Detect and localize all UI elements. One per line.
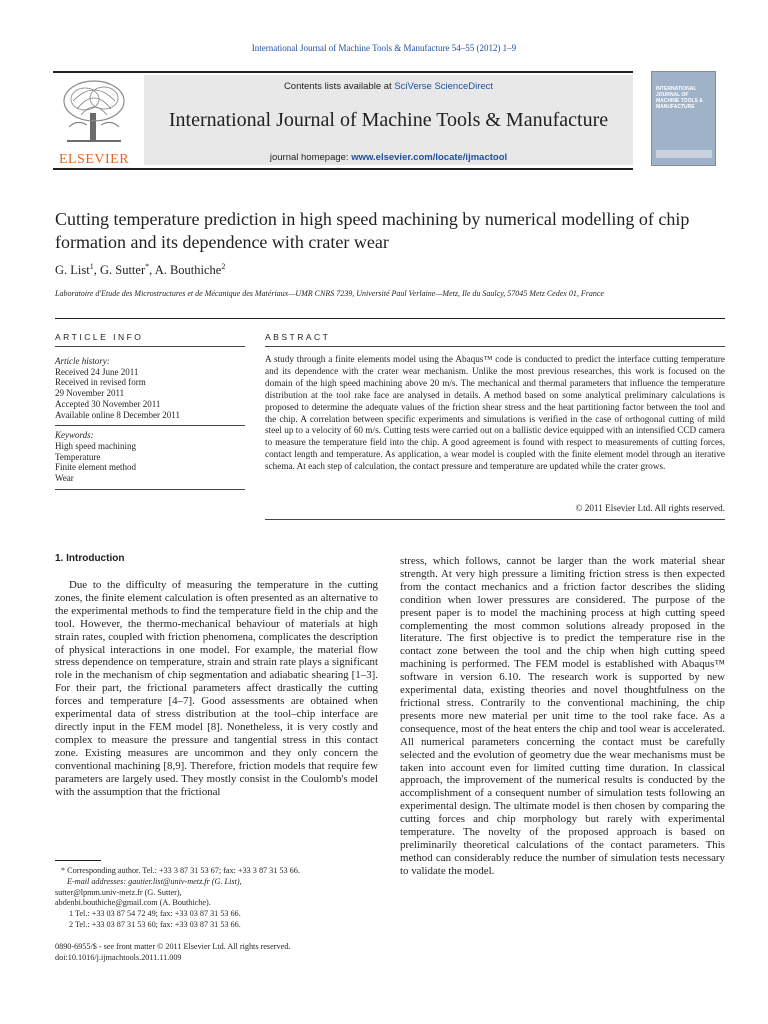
author-name: G. Sutter <box>99 263 146 278</box>
author-affiliation: Laboratoire d'Etude des Microstructures et de Mécanique des Matériaux—UMR CNRS 7239, Université Paul Verlaine—Metz, Ile du Saulcy, 57045 Metz Cedex 01, France <box>55 289 604 298</box>
abstract-bottom-divider <box>265 519 725 520</box>
copyright-line: © 2011 Elsevier Ltd. All rights reserved. <box>575 503 725 513</box>
history-item: Available online 8 December 2011 <box>55 409 180 420</box>
author-footnote-marker[interactable]: 2 <box>221 262 226 271</box>
homepage-link[interactable]: www.elsevier.com/locate/ijmactool <box>351 152 508 163</box>
author-footnote-marker[interactable]: 1 <box>89 262 94 271</box>
abstract-divider <box>265 346 725 347</box>
doi-link[interactable]: doi:10.1016/j.ijmachtools.2011.11.009 <box>55 953 182 962</box>
contents-prefix: Contents lists available at <box>283 81 395 92</box>
author-name: G. List <box>55 263 90 278</box>
homepage-line <box>144 152 633 163</box>
cover-title: INTERNATIONAL JOURNAL OF MACHINE TOOLS & MANUFACTURE <box>656 86 703 110</box>
sciencedirect-link[interactable]: SciVerse ScienceDirect <box>394 81 494 92</box>
running-head[interactable]: International Journal of Machine Tools & Manufacture 54–55 (2012) 1–9 <box>251 43 517 53</box>
keyword-item: Wear <box>55 473 74 484</box>
history-item: Received 24 June 2011 <box>55 366 139 377</box>
header-divider <box>55 318 725 319</box>
author-name: A. Bouthiche <box>154 263 222 278</box>
info-bottom-divider <box>55 489 245 490</box>
banner-panel <box>144 75 633 165</box>
elsevier-wordmark: ELSEVIER <box>58 152 130 167</box>
history-item: Accepted 30 November 2011 <box>55 398 161 409</box>
article-info-block <box>55 356 245 490</box>
journal-name: International Journal of Machine Tools & Manufacture <box>168 109 609 131</box>
article-title: Cutting temperature prediction in high speed machining by numerical modelling of chip formation and its dependence with crater wear <box>55 209 690 252</box>
journal-banner <box>53 71 633 170</box>
article-info-divider <box>55 346 245 347</box>
keyword-item: High speed machining <box>55 440 136 451</box>
footnote-author-2: 2 Tel.: +33 03 87 31 53 60; fax: +33 03 87 31 53 66. <box>69 919 241 929</box>
body-right-column: stress, which follows, cannot be larger than the work material shear strength. At very high pressure a limiting friction stress is then expected from the contact mechanics and a friction factor describes the sliding condition when lower pressures are considered. The purpose of the present paper is to model the machining process at high cutting speed complementing the most common solutions already proposed in the literature. The first objective is to predict the temperature rise in the contact zone between the tool and the chip when high cutting speed machining is performed. The FEM model is established with Abaqus™ software in version 6.10. The research work is supported by new experimental data, existing theories and novel thoughtfulness on the frictional stress. Contrarily to the conventional machining, the chip presents more new material per unit time to the tool rake face. As a consequence, most of the heat enters the chip and tool wear is accelerated. All numerical parameters concerning the contact must be carefully selected and the evolution of geometry due the wear mechanisms must be taken into account even for limited cutting time duration. In classical approach, the improvement of the numerical results is conducted by the accomplishment of a consequent number of simulation tests following an experimental design. The ultimate model is then chosen by comparing the cutting forces and chip morphology but rarely with experimental temperature. The novelty of the proposed approach is based on preliminarily theoretical calculations of the contact parameters. This method can considerably reduce the number of simulation tests necessary to validate the model. <box>400 555 725 877</box>
footnote-rule <box>55 860 101 861</box>
elsevier-tree-icon <box>57 79 131 145</box>
footnote-author-1: 1 Tel.: +33 03 87 54 72 49; fax: +33 03 87 31 53 66. <box>69 909 241 919</box>
contents-line <box>144 81 633 92</box>
journal-cover-thumbnail[interactable] <box>651 71 716 166</box>
history-item: Received in revised form <box>55 377 146 388</box>
cover-footer-band <box>656 150 712 158</box>
keywords-divider <box>55 425 245 426</box>
footnote-corresponding: * Corresponding author. Tel.: +33 3 87 31 53 67; fax: +33 3 87 31 53 66. <box>61 866 300 875</box>
abstract-text: A study through a finite elements model using the Abaqus™ code is conducted to predict the interface cutting temperature and its dependence with the crater wear mechanism. Unlike the most previous researches, this work is focused on the domain of the high speed machining above 20 m/s. The mechanical and thermal parameters that influence the temperature distribution at the tool rake face are analysed in details. A method based on some analytical preliminary calculations is proposed to determine the adequate values of the friction shear stress and the heat partitioning factor between the tool and the chip. A correlation between specific experiments and simulations is verified in the case of orthogonal cutting of mild steel up to a velocity of 60 m/s. Cutting tests were carried out on a ballistic device equipped with an intensified CCD camera to measure the temperature field into the chip. A good agreement is found with respect to measurements of cutting forces, contact length and temperature. As application, a wear model is coupled with the finite element model through an iterative schema. At each step of calculation, the contact pressure and temperature are updated while the crater grows. <box>265 354 725 472</box>
keyword-item: Temperature <box>55 451 101 462</box>
footnotes <box>55 866 378 931</box>
homepage-prefix: journal homepage: <box>269 152 352 163</box>
keywords-label: Keywords: <box>55 430 94 441</box>
keyword-item: Finite element method <box>55 462 136 473</box>
front-matter <box>55 941 378 963</box>
footnote-email[interactable]: E-mail addresses: gautier.list@univ-metz.fr (G. List), <box>67 876 242 886</box>
body-left-column: Due to the difficulty of measuring the temperature in the cutting zones, the finite element calculation is often presented as an alternative to the experimental methods to find the temperature field in the chip and the tool. However, the thermo-mechanical behaviour of materials at high strain rates, coupled with friction phenomena, complicates the description of physical interactions in one model. For example, the material flow stress dependence on temperature, strain and strain rate plays a significant role in the mechanism of chip segmentation and adiabatic shearing [1–3]. For their part, the frictional parameters affect drastically the cutting forces and temperature [4–7]. Good assessments are obtained when experimental data of stress distribution at the tool–chip interface are directly input in the FEM model [8]. Nonetheless, it is very costly and complex to measure the pressure and tangential stress in this contact zone. Existing measures are uncommon and they only concern the conventional machining [8,9]. Therefore, friction models that require few parameters are largely used. They mostly consist in the Coulomb's model with the assumption that the frictional <box>55 579 378 798</box>
footnote-email[interactable]: abdenbi.bouthiche@gmail.com (A. Bouthiche). <box>55 898 211 908</box>
history-label: Article history: <box>55 356 110 366</box>
abstract-heading: ABSTRACT <box>265 332 331 342</box>
issn-line: 0890-6955/$ - see front matter © 2011 Elsevier Ltd. All rights reserved. <box>55 942 291 951</box>
author-list: G. List$^1$, G. Sutter*, A. Bouthiche$^2$ <box>55 262 226 278</box>
footnote-email[interactable]: sutter@lpmm.univ-metz.fr (G. Sutter), <box>55 887 182 897</box>
section-heading: 1. Introduction <box>55 553 125 564</box>
elsevier-logo[interactable] <box>53 77 135 165</box>
history-item: 29 November 2011 <box>55 388 125 399</box>
author-footnote-marker[interactable]: * <box>145 262 150 271</box>
article-info-heading: ARTICLE INFO <box>55 332 144 342</box>
